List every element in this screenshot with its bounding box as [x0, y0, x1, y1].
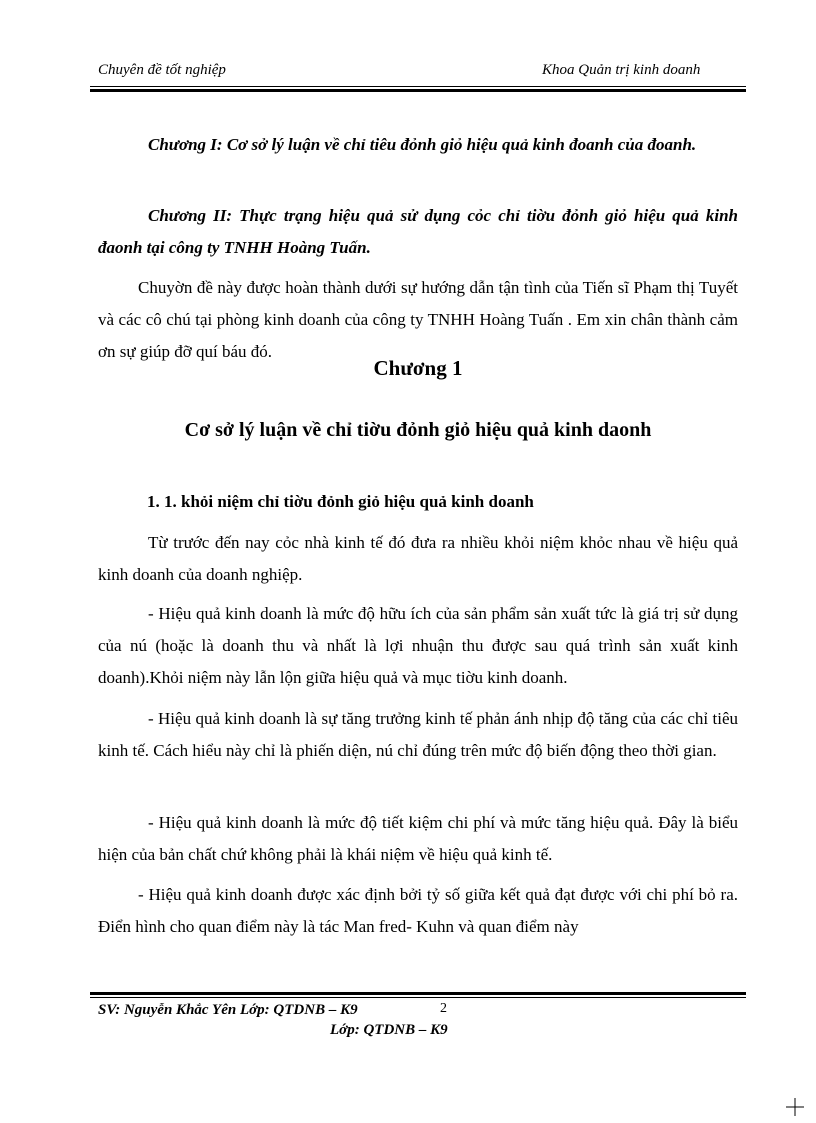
header-right: Khoa Quản trị kinh doanh [542, 62, 701, 78]
section-paragraph-5: - Hiệu quả kinh doanh được xác định bởi tỷ số giữa kết quả đạt được với chi phí bỏ ra. Điển hình cho quan điểm này là tác Man fred- Kuhn và quan điểm này [98, 885, 738, 936]
chapter-title: Chương 1 [373, 356, 463, 380]
footer-student-line: SV: Nguyễn Khắc Yên Lớp: QTDNB – K9 [98, 1002, 358, 1018]
header-rule-thick [90, 89, 746, 92]
footer-rule-thin [90, 997, 746, 998]
intro-paragraph: Chuyờn đề này được hoàn thành dưới sự hướng dẫn tận tình của Tiến sĩ Phạm thị Tuyết và các cô chú tại phòng kinh doanh của công ty TNHH Hoàng Tuấn . Em xin chân thành cảm ơn sự giúp đỡ quí báu đó. [98, 278, 738, 361]
section-paragraph-2: - Hiệu quả kinh doanh là mức độ hữu ích của sản phẩm sản xuất tức là giá trị sử dụng của nú (hoặc là doanh thu và nhất là lợi nhuận thu được sau quá trình sản xuất kinh doanh).Khỏi niệm này lẫn lộn giữa hiệu quả và mục tiờu kinh doanh. [98, 604, 738, 687]
chapter-subtitle: Cơ sở lý luận về chỉ tiờu đỏnh giỏ hiệu quả kinh daonh [184, 419, 652, 441]
page-number: 2 [440, 1001, 447, 1016]
crop-mark-icon [786, 1098, 804, 1116]
outline-chapter-1: Chương I: Cơ sở lý luận về chỉ tiêu đỏnh giỏ hiệu quả kinh đoanh của đoanh. [148, 135, 697, 154]
footer-rule-thick [90, 992, 746, 995]
section-heading: 1. 1. khỏi niệm chỉ tiờu đỏnh giỏ hiệu quả kinh doanh [147, 492, 534, 511]
header-rule-thin [90, 86, 746, 87]
section-paragraph-3: - Hiệu quả kinh doanh là sự tăng trưởng kinh tế phản ánh nhịp độ tăng của các chỉ tiêu kinh tế. Cách hiểu này chỉ là phiến diện, nú chỉ đúng trên mức độ biến động theo thời gian. [98, 709, 738, 760]
header-left: Chuyên đề tốt nghiệp [98, 62, 226, 78]
section-paragraph-4: - Hiệu quả kinh doanh là mức độ tiết kiệm chi phí và mức tăng hiệu quả. Đây là biểu hiện của bản chất chứ không phải là khái niệm về hiệu quả kinh tế. [98, 813, 738, 864]
outline-chapter-2: Chương II: Thực trạng hiệu quả sử dụng cỏc chỉ tiờu đỏnh giỏ hiệu quả kinh đaonh tại công ty TNHH Hoàng Tuấn. [98, 206, 738, 257]
footer-class-line: Lớp: QTDNB – K9 [330, 1022, 448, 1038]
section-paragraph-1: Từ trước đến nay cỏc nhà kinh tế đó đưa ra nhiều khỏi niệm khỏc nhau về hiệu quả kinh doanh của doanh nghiệp. [98, 533, 738, 584]
